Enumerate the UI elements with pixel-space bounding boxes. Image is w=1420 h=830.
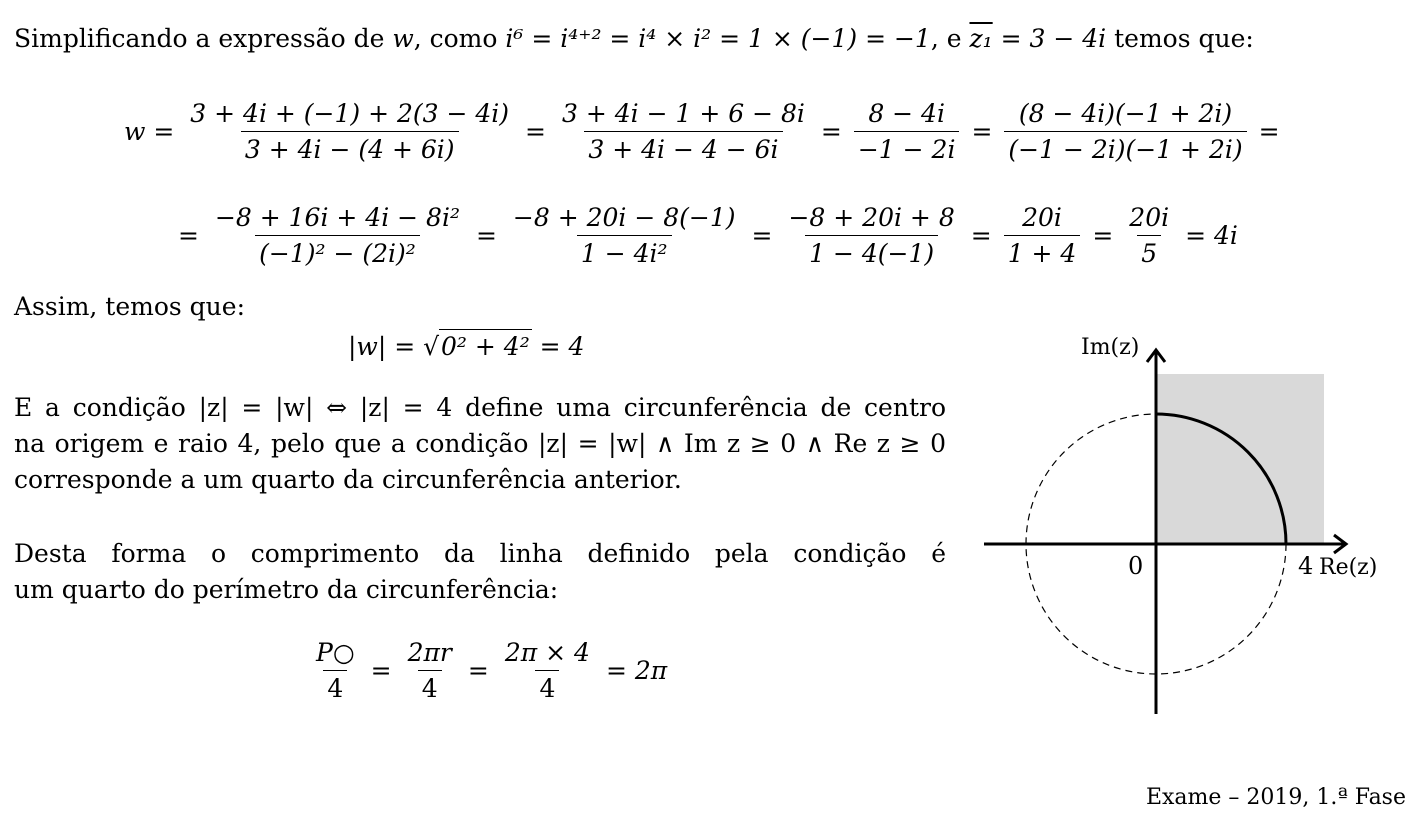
perim-frac2-num: 2πr xyxy=(407,637,452,667)
eq2-frac4-num: 20i xyxy=(1022,202,1062,232)
eq1-frac4-den: (−1 − 2i)(−1 + 2i) xyxy=(1004,131,1246,164)
eq2-eq3: = xyxy=(970,220,992,250)
perim-frac3-den: 4 xyxy=(535,670,559,703)
intro-e: , e xyxy=(930,24,970,53)
intro-w: w xyxy=(392,24,414,53)
perim-eq2: = xyxy=(467,655,489,685)
perim-frac3-num: 2π × 4 xyxy=(504,637,590,667)
eq2-frac5-den: 5 xyxy=(1137,235,1161,268)
modulus-radicand: 0² + 4² xyxy=(439,329,532,361)
eq2-eq1: = xyxy=(475,220,497,250)
eq1-eq2: = xyxy=(820,116,842,146)
modulus-rhs: = 4 xyxy=(531,332,585,361)
eq2-frac2-num: −8 + 20i − 8(−1) xyxy=(512,202,736,232)
eq1-frac1 xyxy=(186,99,513,164)
shaded-quadrant-region xyxy=(1156,374,1324,544)
assim-text: Assim, temos que: xyxy=(14,292,246,321)
intro-line xyxy=(14,24,1254,54)
eq2-frac3-num: −8 + 20i + 8 xyxy=(788,202,955,232)
para1-line3: corresponde a um quarto da circunferência anterior. xyxy=(14,465,682,494)
eq2-frac1-den: (−1)² − (2i)² xyxy=(255,235,420,268)
eq2-frac1-num: −8 + 16i + 4i − 8i² xyxy=(214,202,460,232)
para1-line2: na origem e raio 4, pelo que a condição |z| = |w| ∧ Im z ≥ 0 ∧ Re z ≥ 0 xyxy=(14,429,946,458)
eq2-frac5-num: 20i xyxy=(1129,202,1170,232)
eq1-eq1: = xyxy=(525,116,546,146)
equation-w-line1 xyxy=(118,86,1286,176)
perim-frac2-den: 4 xyxy=(418,670,442,703)
intro-lead: Simplificando a expressão de xyxy=(14,24,393,53)
eq2-frac4 xyxy=(1004,203,1081,268)
paragraph-condition xyxy=(14,390,946,498)
eq1-frac4-num: (8 − 4i)(−1 + 2i) xyxy=(1018,98,1233,128)
para1-line1: E a condição |z| = |w| ⇔ |z| = 4 define uma circunferência de centro xyxy=(14,393,946,422)
eq2-frac2 xyxy=(509,203,740,268)
eq1-frac3-den: −1 − 2i xyxy=(854,131,960,164)
eq1-frac3 xyxy=(854,99,960,164)
eq2-frac5 xyxy=(1125,203,1173,268)
eq1-frac1-num: 3 + 4i + (−1) + 2(3 − 4i) xyxy=(190,98,510,128)
eq2-eq4: = xyxy=(1092,220,1114,250)
perimeter-equation xyxy=(306,630,673,710)
intro-como: , como xyxy=(413,24,506,53)
eq2-frac1 xyxy=(211,203,464,268)
eq2-frac3-den: 1 − 4(−1) xyxy=(805,235,938,268)
eq1-frac2 xyxy=(558,99,809,164)
eq1-eq3: = xyxy=(971,116,993,146)
eq1-lhs: w = xyxy=(124,116,175,146)
perim-eq1: = xyxy=(370,655,392,685)
origin-label: 0 xyxy=(1128,552,1144,580)
equation-w-line2 xyxy=(172,190,1244,280)
eq1-frac3-num: 8 − 4i xyxy=(868,98,945,128)
eq1-frac1-den: 3 + 4i − (4 + 6i) xyxy=(241,131,459,164)
perim-frac3 xyxy=(501,638,594,703)
perim-result: = 2π xyxy=(605,655,668,685)
re-axis-label: Re(z) xyxy=(1319,555,1378,580)
modulus-equation xyxy=(348,332,584,362)
eq1-frac2-den: 3 + 4i − 4 − 6i xyxy=(584,131,782,164)
eq1-frac4 xyxy=(1004,99,1246,164)
argand-diagram xyxy=(960,330,1400,730)
paragraph-length xyxy=(14,536,946,608)
eq2-lead: = xyxy=(178,220,199,250)
intro-z1bar-value: = 3 − 4i xyxy=(992,24,1107,53)
perim-frac2 xyxy=(404,638,456,703)
radius-four-label: 4 xyxy=(1298,552,1314,580)
eq1-trailing-eq: = xyxy=(1258,116,1280,146)
perim-frac1-den: 4 xyxy=(323,670,347,703)
eq2-frac4-den: 1 + 4 xyxy=(1004,235,1081,268)
intro-z1bar: z₁ xyxy=(969,24,993,53)
eq2-result: = 4i xyxy=(1185,220,1238,250)
perim-frac1 xyxy=(312,638,359,703)
para2-line2: um quarto do perímetro da circunferência: xyxy=(14,575,559,604)
intro-i6-chain: i⁶ = i⁴⁺² = i⁴ × i² = 1 × (−1) = −1 xyxy=(505,24,931,53)
perim-frac1-num: P○ xyxy=(316,637,355,667)
modulus-lhs: |w| = √ xyxy=(348,332,440,361)
eq2-eq2: = xyxy=(751,220,773,250)
eq2-frac3 xyxy=(784,203,958,268)
im-axis-label: Im(z) xyxy=(1081,335,1140,360)
intro-tail: temos que: xyxy=(1106,24,1254,53)
para2-line1: Desta forma o comprimento da linha definido pela condição é xyxy=(14,539,946,568)
exam-source-footer: Exame – 2019, 1.ª Fase xyxy=(1145,785,1406,810)
eq2-frac2-den: 1 − 4i² xyxy=(577,235,672,268)
eq1-frac2-num: 3 + 4i − 1 + 6 − 8i xyxy=(562,98,805,128)
